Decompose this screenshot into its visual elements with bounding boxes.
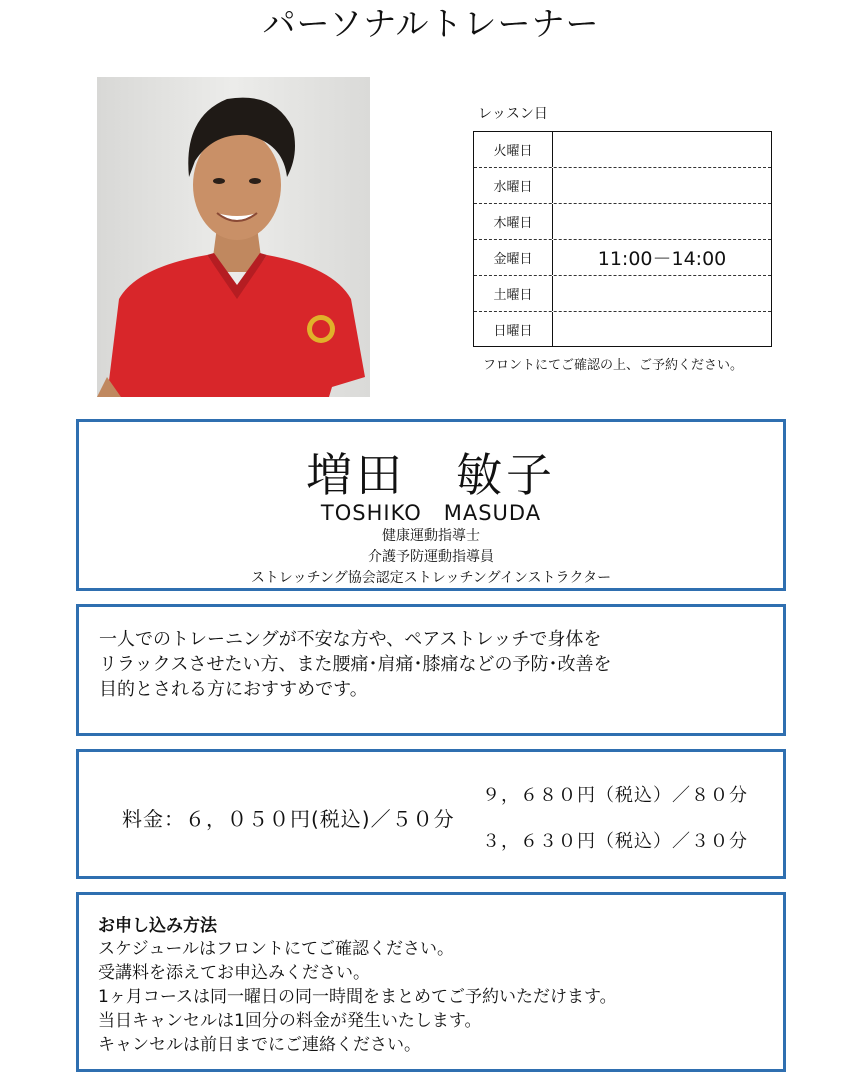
fee-option-80min: ９，６８０円（税込）／８０分 — [482, 785, 748, 806]
trainer-photo-illustration — [97, 77, 370, 397]
trainer-name-english: TOSHIKO MASUDA — [320, 501, 542, 525]
profile-box — [76, 419, 786, 591]
schedule-day: 金曜日 — [474, 240, 553, 275]
schedule-row-tuesday — [474, 132, 771, 168]
credential: 健康運動指導士 — [382, 528, 480, 544]
trainer-name-japanese: 増田 敏子 — [306, 448, 556, 502]
application-heading: お申し込み方法 — [98, 916, 217, 936]
schedule-row-thursday — [474, 204, 771, 240]
schedule-day: 水曜日 — [474, 168, 553, 203]
schedule-time — [553, 312, 771, 347]
application-box — [76, 892, 786, 1072]
schedule-time — [553, 276, 771, 311]
schedule-time — [553, 168, 771, 203]
trainer-photo — [97, 77, 370, 397]
lesson-days-label: レッスン日 — [478, 106, 548, 122]
schedule-row-wednesday — [474, 168, 771, 204]
page-title: パーソナルトレーナー — [262, 4, 600, 43]
schedule-row-friday — [474, 240, 771, 276]
credential: 介護予防運動指導員 — [368, 549, 494, 565]
application-line: 1ヶ月コースは同一曜日の同一時間をまとめてご予約いただけます。 — [98, 987, 617, 1007]
application-line: スケジュールはフロントにてご確認ください。 — [98, 939, 454, 959]
schedule-day: 日曜日 — [474, 312, 553, 347]
description-line: 一人でのトレーニングが不安な方や、ペアストレッチで身体を — [99, 629, 602, 650]
schedule-time — [553, 132, 771, 167]
schedule-time: 11:00－14:00 — [597, 248, 727, 270]
schedule-day: 木曜日 — [474, 204, 553, 239]
schedule-row-saturday — [474, 276, 771, 312]
fee-box — [76, 749, 786, 879]
reservation-note: フロントにてご確認の上、ご予約ください。 — [483, 358, 744, 373]
schedule-day: 火曜日 — [474, 132, 553, 167]
schedule-row-sunday — [474, 312, 771, 347]
credential: ストレッチング協会認定ストレッチングインストラクター — [250, 570, 612, 586]
fee-main: 料金：６，０５０円(税込)／５０分 — [122, 807, 455, 831]
schedule-day: 土曜日 — [474, 276, 553, 311]
description-line: 目的とされる方におすすめです。 — [99, 679, 368, 700]
description-box — [76, 604, 786, 736]
application-line: キャンセルは前日までにご連絡ください。 — [98, 1035, 421, 1055]
schedule-time — [553, 204, 771, 239]
description-line: リラックスさせたい方、また腰痛･肩痛･膝痛などの予防･改善を — [99, 654, 612, 675]
application-line: 当日キャンセルは1回分の料金が発生いたします。 — [98, 1011, 482, 1031]
lesson-schedule-table — [473, 131, 772, 347]
application-line: 受講料を添えてお申込みください。 — [98, 963, 370, 983]
fee-option-30min: ３，６３０円（税込）／３０分 — [482, 831, 748, 852]
